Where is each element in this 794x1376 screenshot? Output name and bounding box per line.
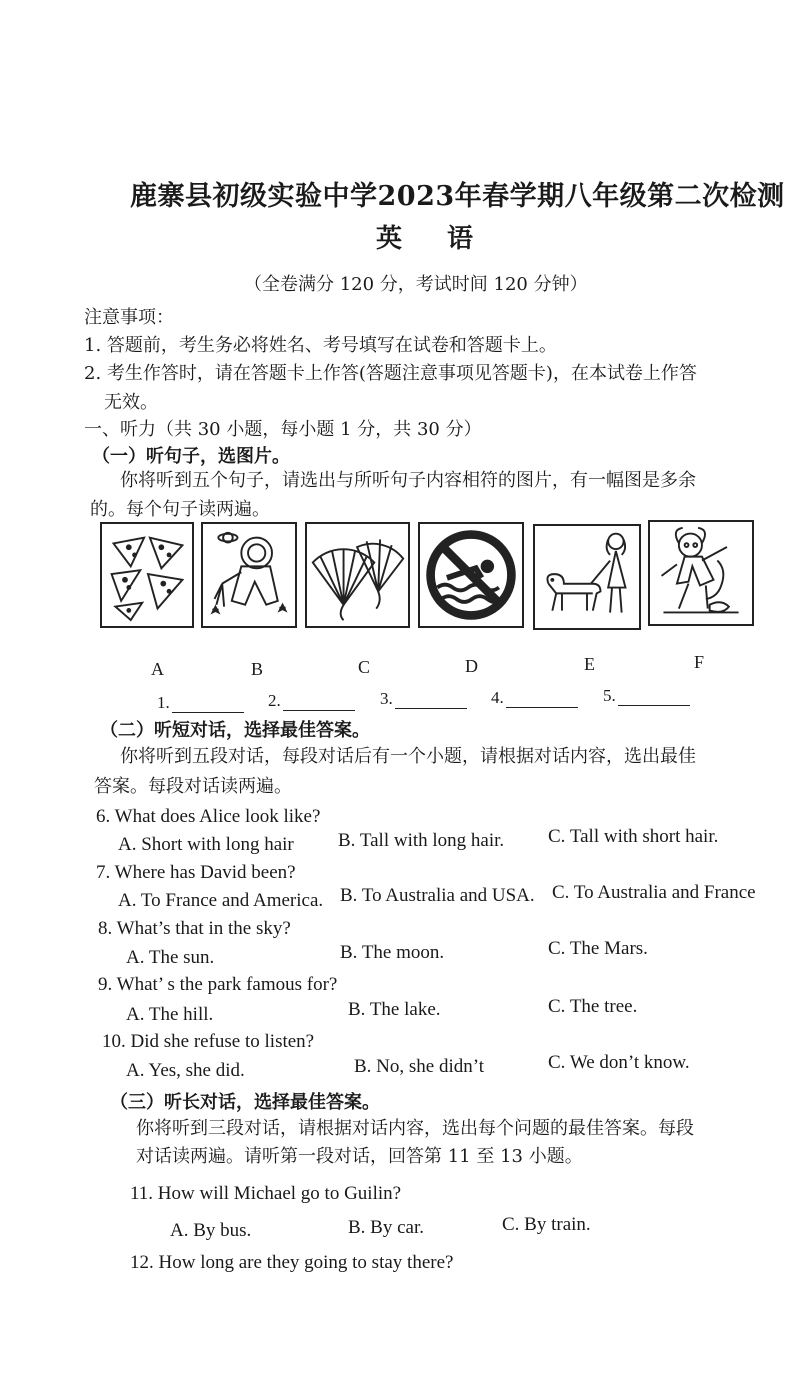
question-7: 7. Where has David been? — [96, 862, 296, 883]
monkey-king-icon — [650, 522, 752, 624]
picture-letter-e: E — [584, 654, 595, 674]
question-11: 11. How will Michael go to Guilin? — [130, 1183, 402, 1204]
picture-letter-c: C — [358, 657, 371, 677]
picture-b — [201, 522, 297, 628]
picture-c — [305, 522, 410, 628]
picture-letter-d: D — [465, 656, 478, 676]
part-1-instructions-cont: 的。每个句子读两遍。 — [90, 499, 270, 520]
part-2-instructions-cont: 答案。每段对话读两遍。 — [94, 776, 292, 797]
question-12: 12. How long are they going to stay there? — [130, 1252, 454, 1273]
astronaut-icon — [203, 524, 295, 626]
picture-e — [533, 524, 641, 630]
answer-blank-2[interactable]: 2. — [268, 691, 355, 711]
question-10-option-a[interactable]: A. Yes, she did. — [126, 1060, 245, 1081]
question-8-option-a[interactable]: A. The sun. — [126, 947, 215, 968]
part-1-heading: （一）听句子，选图片。 — [92, 446, 290, 467]
picture-letter-b: B — [251, 659, 264, 679]
question-9-option-c[interactable]: C. The tree. — [548, 996, 638, 1017]
question-10-option-b[interactable]: B. No, she didn’t — [354, 1056, 485, 1077]
part-2-instructions: 你将听到五段对话，每段对话后有一个小题，请根据对话内容，选出最佳 — [120, 746, 696, 767]
part-1-instructions: 你将听到五个句子，请选出与所听句子内容相符的图片，有一幅图是多余 — [120, 470, 696, 491]
folding-fans-icon — [307, 524, 408, 626]
notes-item-2-cont: 无效。 — [104, 392, 158, 413]
part-3-instructions-cont: 对话读两遍。请听第一段对话，回答第 11 至 13 小题。 — [136, 1146, 583, 1167]
question-8-option-c[interactable]: C. The Mars. — [548, 938, 648, 959]
question-11-option-b[interactable]: B. By car. — [348, 1217, 424, 1238]
question-11-option-a[interactable]: A. By bus. — [170, 1220, 252, 1241]
subject-title: 英 语 — [376, 224, 492, 254]
exam-info: （全卷满分 120 分，考试时间 120 分钟） — [244, 274, 588, 295]
notes-item-2: 2. 考生作答时，请在答题卡上作答(答题注意事项见答题卡)，在本试卷上作答 — [84, 363, 697, 384]
question-8-option-b[interactable]: B. The moon. — [340, 942, 445, 963]
question-7-option-b[interactable]: B. To Australia and USA. — [340, 885, 535, 906]
notes-heading: 注意事项： — [84, 307, 174, 328]
picture-d — [418, 522, 524, 628]
question-9-option-a[interactable]: A. The hill. — [126, 1004, 214, 1025]
picture-f — [648, 520, 754, 626]
pizza-icon — [102, 524, 192, 626]
question-9: 9. What’ s the park famous for? — [98, 974, 338, 995]
question-10-option-c[interactable]: C. We don’t know. — [548, 1052, 690, 1073]
question-6: 6. What does Alice look like? — [96, 806, 321, 827]
question-7-option-a[interactable]: A. To France and America. — [118, 890, 324, 911]
picture-letter-f: F — [694, 652, 705, 672]
part-3-instructions: 你将听到三段对话，请根据对话内容，选出每个问题的最佳答案。每段 — [136, 1118, 694, 1139]
answer-blank-5[interactable]: 5. — [603, 686, 690, 706]
question-11-option-c[interactable]: C. By train. — [502, 1214, 591, 1235]
question-6-option-b[interactable]: B. Tall with long hair. — [338, 830, 505, 851]
girl-walking-dog-icon — [535, 526, 639, 628]
part-3-heading: （三）听长对话，选择最佳答案。 — [110, 1092, 380, 1113]
question-10: 10. Did she refuse to listen? — [102, 1031, 315, 1052]
question-6-option-c[interactable]: C. Tall with short hair. — [548, 826, 719, 847]
answer-blank-3[interactable]: 3. — [380, 689, 467, 709]
exam-title: 鹿寨县初级实验中学2023年春学期八年级第二次检测 — [130, 181, 785, 212]
question-7-option-c[interactable]: C. To Australia and France — [552, 882, 756, 903]
answer-blank-1[interactable]: 1. — [157, 693, 244, 713]
section-1-heading: 一、听力（共 30 小题，每小题 1 分，共 30 分） — [84, 419, 482, 440]
question-6-option-a[interactable]: A. Short with long hair — [118, 834, 294, 855]
picture-a — [100, 522, 194, 628]
question-9-option-b[interactable]: B. The lake. — [348, 999, 441, 1020]
question-8: 8. What’s that in the sky? — [98, 918, 291, 939]
notes-item-1: 1. 答题前，考生务必将姓名、考号填写在试卷和答题卡上。 — [84, 335, 557, 356]
answer-blank-4[interactable]: 4. — [491, 688, 578, 708]
part-2-heading: （二）听短对话，选择最佳答案。 — [100, 720, 370, 741]
picture-letter-a: A — [151, 659, 164, 679]
no-swimming-icon — [420, 524, 522, 626]
